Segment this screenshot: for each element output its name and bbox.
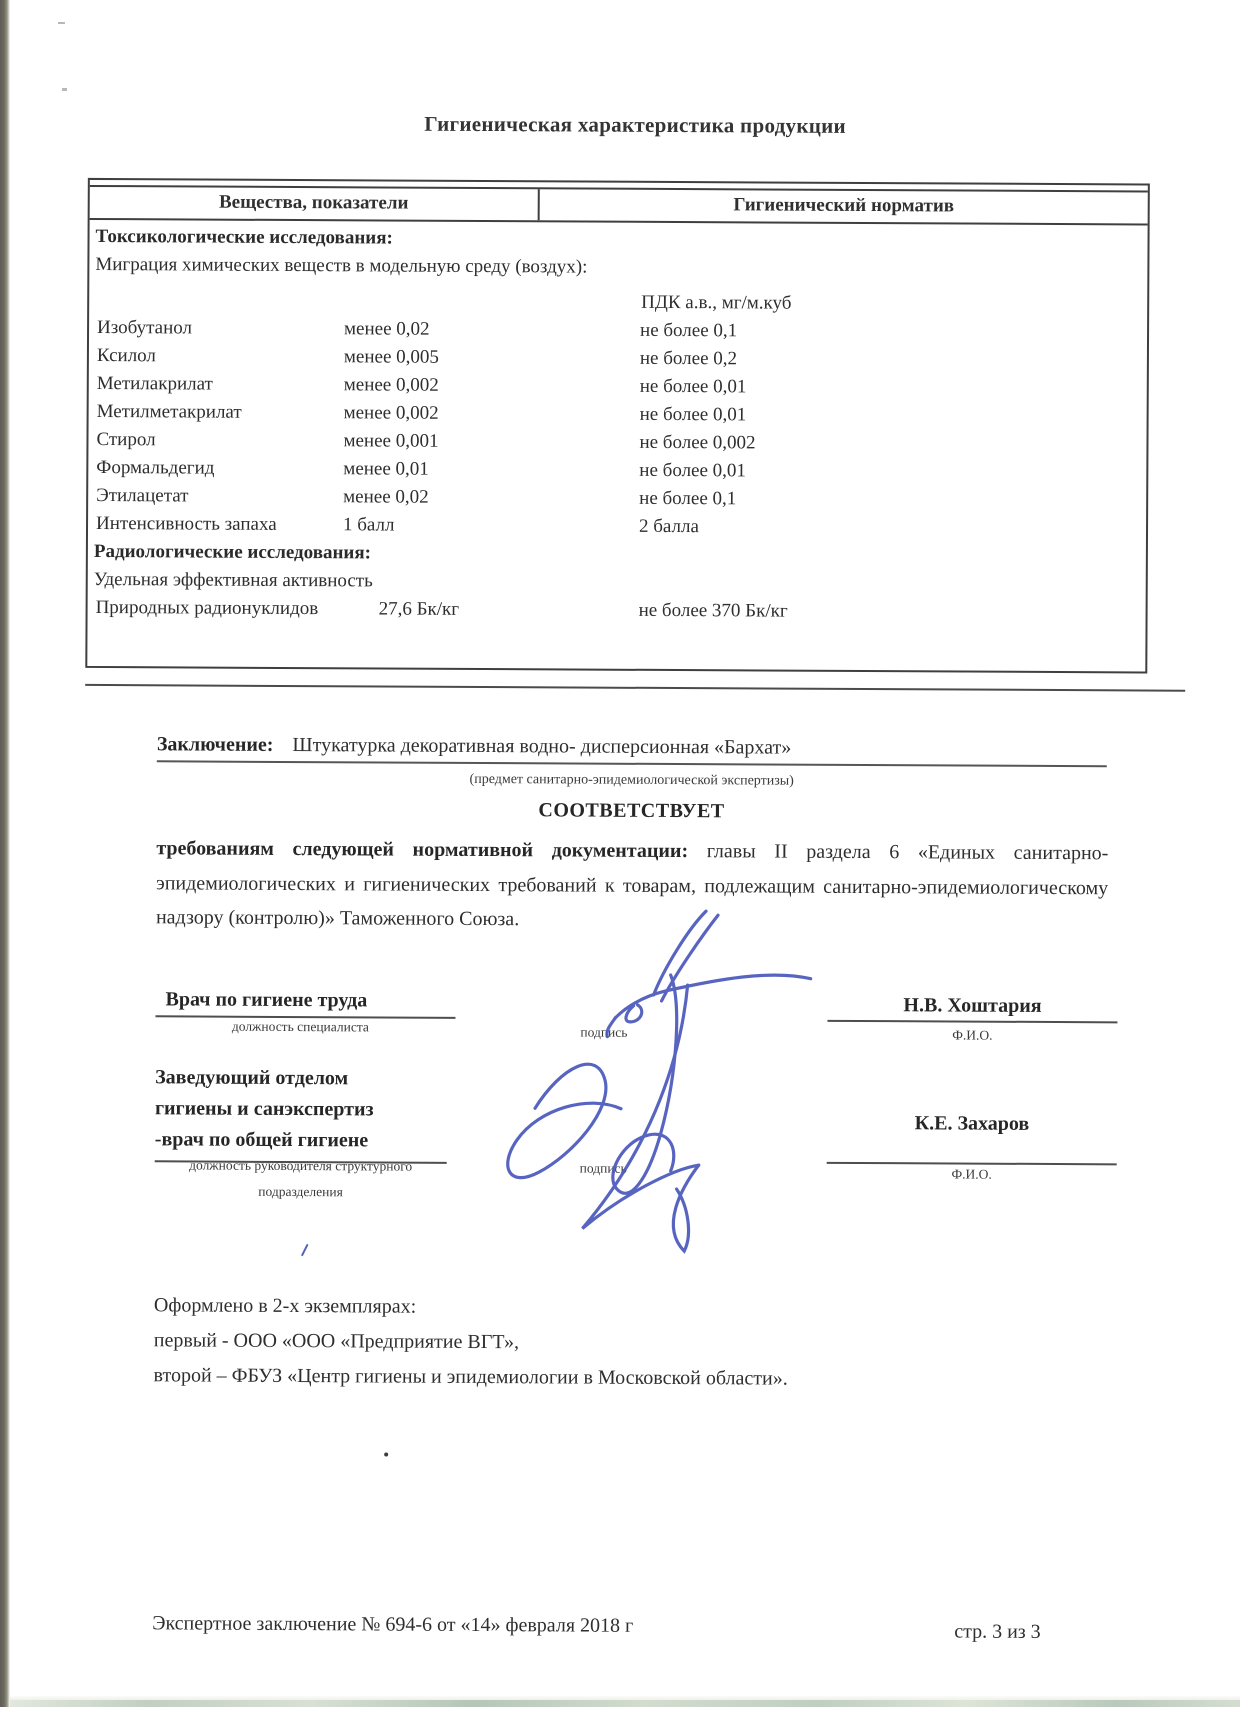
- scan-left-edge: [0, 0, 10, 1707]
- substance-name: Метилакрилат: [96, 372, 213, 395]
- table-body: [88, 220, 1148, 628]
- substance-value: менее 0,02: [343, 486, 429, 508]
- copies-line3: второй – ФБУЗ «Центр гигиены и эпидемиологии в Московской области».: [153, 1364, 788, 1390]
- substance-value: 27,6 Бк/кг: [378, 598, 460, 620]
- copies-line2: первый - ООО «ООО «Предприятие ВГТ»,: [153, 1329, 520, 1354]
- signatory2-name: К.Е. Захаров: [914, 1112, 1030, 1135]
- handwritten-signatures: [464, 832, 846, 1274]
- signatory2-name-line: [827, 1162, 1117, 1166]
- col-header-norm: Гигиенический норматив: [733, 194, 955, 217]
- substance-value: менее 0,002: [343, 402, 439, 424]
- signatory1-position-caption: должность специалиста: [231, 1018, 369, 1035]
- substance-norm: 2 балла: [638, 515, 700, 538]
- col-header-substances: Вещества, показатели: [90, 187, 540, 220]
- substance-norm: не более 0,01: [639, 375, 747, 398]
- ink-tick-mark: [299, 1243, 311, 1257]
- page-title: Гигиеническая характеристика продукции: [424, 111, 847, 138]
- signature1-caption: подпись: [580, 1024, 628, 1040]
- substance-name: Этилацетат: [96, 484, 189, 507]
- footer-expertise-number: Экспертное заключение № 694-6 от «14» февраля 2018 г: [152, 1612, 634, 1637]
- substance-name: Ксилол: [96, 344, 156, 367]
- signatory2-position-line1: Заведующий отделом: [155, 1066, 349, 1090]
- activity-line: Удельная эффективная активность: [93, 568, 373, 592]
- ink-dot: [384, 1453, 388, 1457]
- horizontal-rule: [85, 684, 1185, 692]
- verdict-text: СООТВЕТСТВУЕТ: [538, 799, 725, 823]
- migration-line: Миграция химических веществ в модельную среду (воздух):: [95, 253, 588, 278]
- hygiene-table: [85, 178, 1150, 674]
- signatory2-position: [155, 1062, 448, 1164]
- signatory1-name: Н.В. Хоштария: [827, 994, 1117, 1024]
- signatory2-position-line2: гигиены и санэкспертиз: [154, 1097, 374, 1121]
- substance-value: менее 0,02: [344, 318, 430, 340]
- substance-name: Стирол: [96, 428, 156, 451]
- signature2-caption: подпись: [579, 1160, 627, 1176]
- scan-bottom-edge: [0, 1700, 1240, 1707]
- pdk-header: ПДК а.в., мг/м.куб: [641, 291, 792, 314]
- conclusion-subject-caption: (предмет санитарно-эпидемиологической экспертизы): [469, 771, 794, 789]
- signatory2-position-caption1: должность руководителя структурного: [189, 1157, 413, 1174]
- copies-block: [153, 1288, 1104, 1398]
- substance-value: менее 0,001: [343, 430, 439, 452]
- substance-norm: не более 0,1: [640, 319, 738, 342]
- substance-value: менее 0,005: [343, 346, 439, 368]
- substance-norm: не более 0,01: [639, 459, 747, 482]
- scan-speck: [58, 22, 65, 24]
- requirements-lead: требованиям следующей нормативной документации:: [156, 837, 689, 863]
- signatory2-position-caption2: подразделения: [258, 1183, 343, 1200]
- signatory1-position: Врач по гигиене труда: [155, 988, 455, 1019]
- table-row: [94, 594, 1140, 627]
- substance-norm: не более 370 Бк/кг: [638, 599, 788, 622]
- substance-name: Метилметакрилат: [96, 400, 242, 423]
- substance-value: 1 балл: [342, 514, 395, 536]
- requirements-rest: главы II раздела 6 «Единых санитарно-эпидемиологических и гигиенических требований к товарам, подлежащим санитарно-эпидемиологическому надзору (контролю)» Таможенного Союза.: [155, 840, 1109, 931]
- footer-page-number: стр. 3 из 3: [954, 1620, 1041, 1643]
- substance-name: Природных радионуклидов: [95, 596, 319, 620]
- conclusion-label: Заключение:: [156, 733, 274, 756]
- conclusion-line: [157, 733, 1107, 767]
- section-radiology: Радиологические исследования:: [93, 540, 372, 564]
- substance-value: менее 0,01: [343, 458, 429, 480]
- substance-name: Изобутанол: [97, 316, 193, 339]
- copies-line1: Оформлено в 2-х экземплярах:: [153, 1294, 417, 1318]
- substance-norm: не более 0,01: [639, 403, 747, 426]
- substance-value: менее 0,002: [343, 374, 439, 396]
- substance-norm: не более 0,1: [639, 487, 737, 510]
- section-toxicology: Токсикологические исследования:: [95, 225, 393, 249]
- table-header-row: [90, 185, 1148, 226]
- substance-name: Формальдегид: [96, 456, 215, 479]
- substance-norm: не более 0,2: [639, 347, 738, 370]
- signatory1-name-caption: Ф.И.О.: [952, 1027, 993, 1043]
- signatory2-name-caption: Ф.И.О.: [951, 1166, 992, 1182]
- substance-norm: не более 0,002: [639, 431, 756, 454]
- conclusion-subject: Штукатурка декоративная водно- дисперсионная «Бархат»: [292, 734, 792, 759]
- scan-speck: [62, 88, 67, 91]
- substance-name: Интенсивность запаха: [95, 512, 277, 535]
- signatory2-position-line3: -врач по общей гигиене: [154, 1128, 369, 1152]
